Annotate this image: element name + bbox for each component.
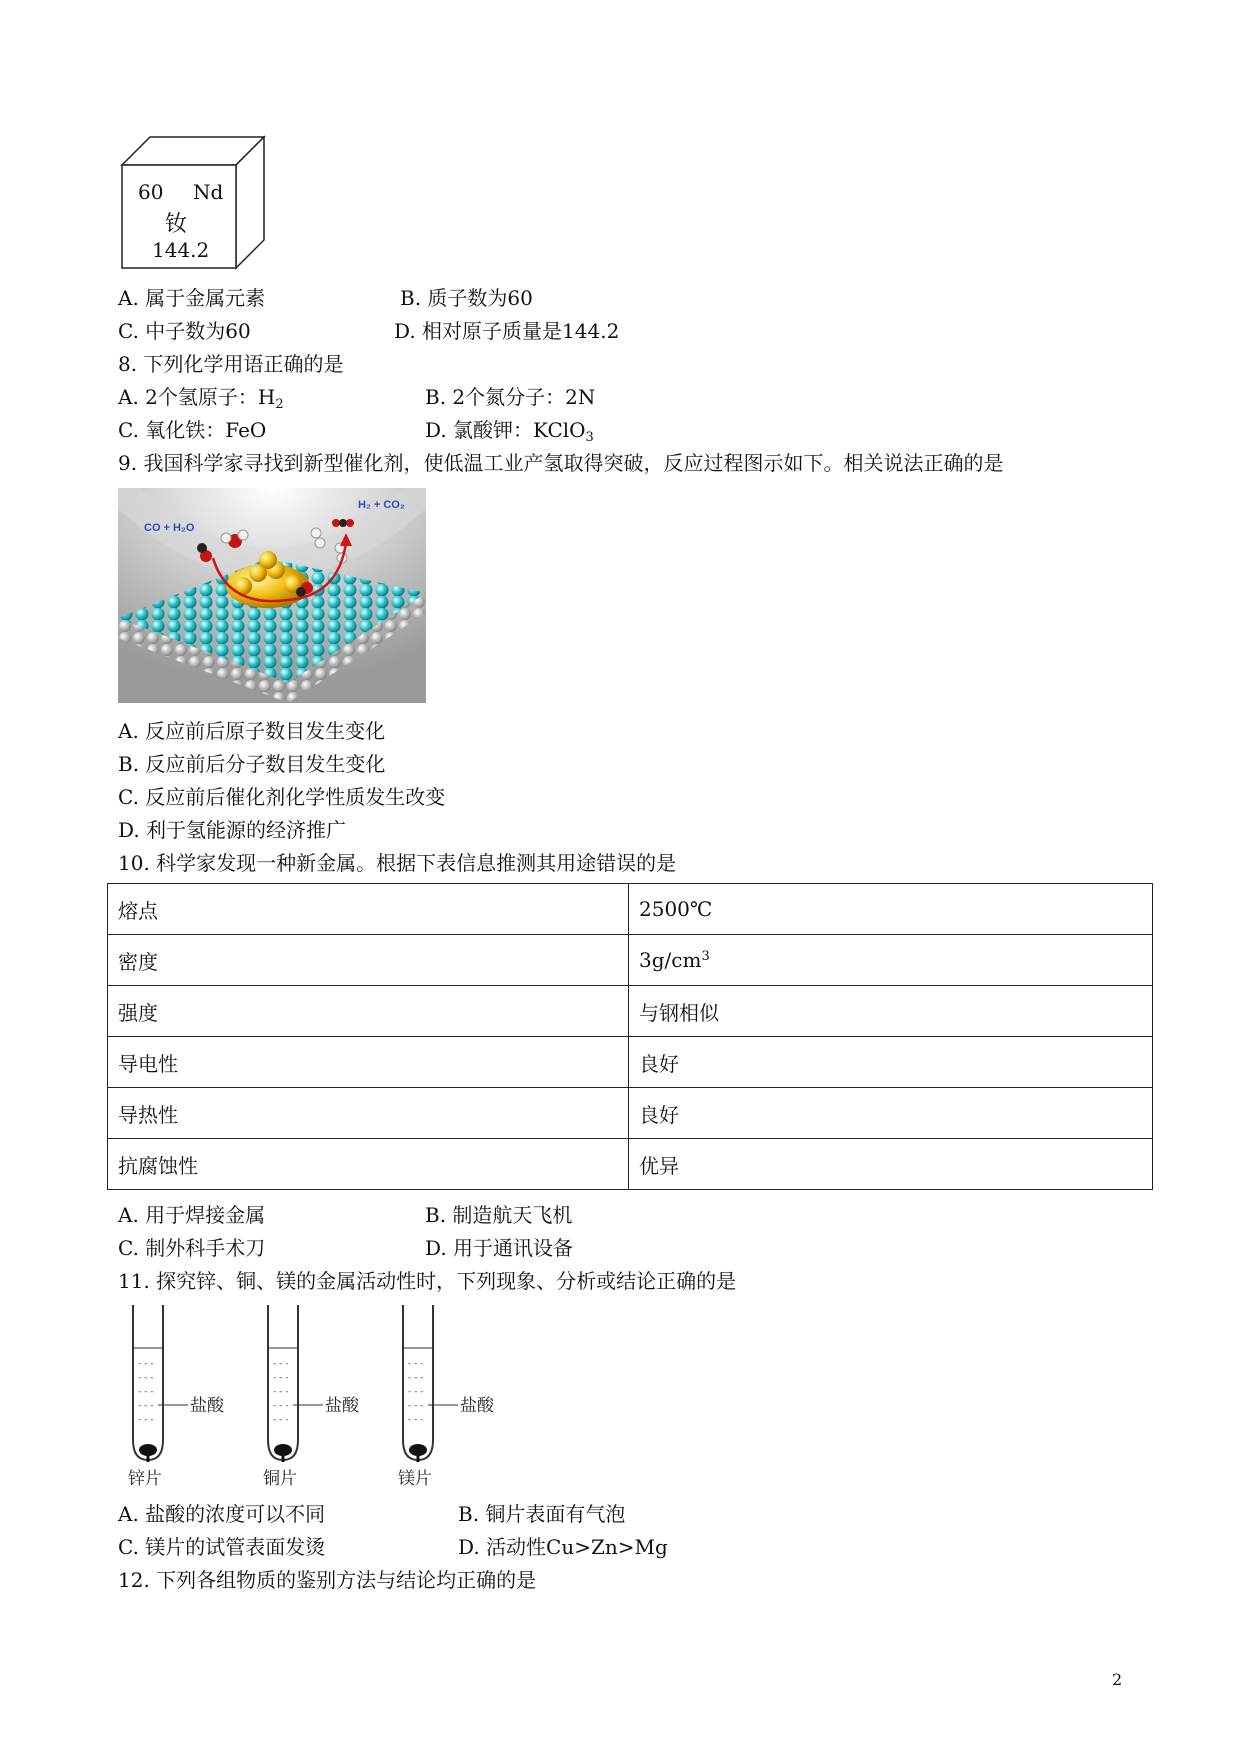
element-symbol: Nd <box>193 180 224 204</box>
q9-option-b: B. 反应前后分子数目发生变化 <box>118 752 386 776</box>
property-value: $3g/cm^3$ <box>629 935 1153 986</box>
table-row <box>108 986 1153 1037</box>
property-name: 熔点 <box>108 884 629 935</box>
q11-option-c: C. 镁片的试管表面发烫 <box>118 1535 326 1559</box>
q8-option-d: D. 氯酸钾：KClO$_3$ <box>425 418 594 445</box>
metal-properties-table <box>107 883 1153 1190</box>
tube-liquid-label: 盐酸 <box>325 1396 359 1416</box>
catalyst-reaction-diagram <box>118 488 426 703</box>
q8-option-c: C. 氧化铁：FeO <box>118 418 267 442</box>
svg-text:- - -: - - - <box>273 1359 289 1369</box>
property-value: 良好 <box>629 1037 1153 1088</box>
q9-option-c: C. 反应前后催化剂化学性质发生改变 <box>118 785 446 809</box>
test-tube-zinc <box>128 1305 225 1489</box>
table-row <box>108 884 1153 935</box>
q7-option-b: B. 质子数为60 <box>400 286 533 310</box>
property-name: 导热性 <box>108 1088 629 1139</box>
test-tube-magnesium <box>398 1305 495 1489</box>
q10-option-c: C. 制外科手术刀 <box>118 1236 266 1260</box>
tube-liquid-label: 盐酸 <box>460 1396 494 1416</box>
property-name: 密度 <box>108 935 629 986</box>
test-tubes-diagram <box>118 1300 518 1490</box>
q10-option-d: D. 用于通讯设备 <box>425 1236 574 1260</box>
property-value: 良好 <box>629 1088 1153 1139</box>
property-value: 与钢相似 <box>629 986 1153 1037</box>
svg-text:- - -: - - - <box>138 1401 154 1411</box>
diagram-label-reactants: CO + H₂O <box>144 522 195 534</box>
svg-text:- - -: - - - <box>408 1373 424 1383</box>
q11-option-b: B. 铜片表面有气泡 <box>458 1502 626 1526</box>
tube-metal-label: 锌片 <box>128 1469 162 1489</box>
q7-option-a: A. 属于金属元素 <box>118 286 266 310</box>
table-row <box>108 1139 1153 1190</box>
q7-option-c: C. 中子数为60 <box>118 319 251 343</box>
svg-text:- - -: - - - <box>138 1387 154 1397</box>
svg-text:- - -: - - - <box>138 1359 154 1369</box>
table-row <box>108 935 1153 986</box>
q11-stem: 11. 探究锌、铜、镁的金属活动性时，下列现象、分析或结论正确的是 <box>118 1269 737 1293</box>
property-name: 抗腐蚀性 <box>108 1139 629 1190</box>
property-name: 导电性 <box>108 1037 629 1088</box>
svg-text:- - -: - - - <box>273 1415 289 1425</box>
table-row <box>108 1037 1153 1088</box>
svg-text:- - -: - - - <box>138 1373 154 1383</box>
svg-text:- - -: - - - <box>408 1401 424 1411</box>
tube-metal-label: 铜片 <box>263 1469 297 1489</box>
q11-option-d: D. 活动性Cu>Zn>Mg <box>458 1535 668 1559</box>
tube-liquid-label: 盐酸 <box>190 1396 224 1416</box>
svg-text:- - -: - - - <box>138 1415 154 1425</box>
q7-option-d: D. 相对原子质量是144.2 <box>394 319 620 343</box>
q9-option-a: A. 反应前后原子数目发生变化 <box>118 719 386 743</box>
element-mass: 144.2 <box>152 238 210 262</box>
property-name: 强度 <box>108 986 629 1037</box>
svg-text:- - -: - - - <box>273 1373 289 1383</box>
q10-option-b: B. 制造航天飞机 <box>425 1203 573 1227</box>
svg-text:- - -: - - - <box>408 1387 424 1397</box>
q10-stem: 10. 科学家发现一种新金属。根据下表信息推测其用途错误的是 <box>118 851 677 875</box>
test-tube-copper <box>263 1305 360 1489</box>
tube-metal-label: 镁片 <box>398 1469 432 1489</box>
q9-stem: 9. 我国科学家寻找到新型催化剂，使低温工业产氢取得突破，反应过程图示如下。相关说法正确的是 <box>118 451 1004 475</box>
element-name: 钕 <box>165 212 188 237</box>
q8-option-b: B. 2个氮分子：2N <box>425 385 596 409</box>
q11-option-a: A. 盐酸的浓度可以不同 <box>118 1502 326 1526</box>
element-atomic-number: 60 <box>138 180 164 204</box>
svg-text:- - -: - - - <box>273 1387 289 1397</box>
q12-stem: 12. 下列各组物质的鉴别方法与结论均正确的是 <box>118 1568 537 1592</box>
svg-text:- - -: - - - <box>408 1359 424 1369</box>
diagram-label-products: H₂ + CO₂ <box>358 499 405 511</box>
q8-stem: 8. 下列化学用语正确的是 <box>118 352 344 376</box>
property-value: 优异 <box>629 1139 1153 1190</box>
q8-option-a: A. 2个氢原子：$H_2$ <box>118 385 284 412</box>
page-number: 2 <box>1112 1670 1123 1689</box>
table-row <box>108 1088 1153 1139</box>
q10-option-a: A. 用于焊接金属 <box>118 1203 266 1227</box>
property-value: 2500℃ <box>629 884 1153 935</box>
q9-option-d: D. 利于氢能源的经济推广 <box>118 818 347 842</box>
svg-text:- - -: - - - <box>273 1401 289 1411</box>
svg-text:- - -: - - - <box>408 1415 424 1425</box>
